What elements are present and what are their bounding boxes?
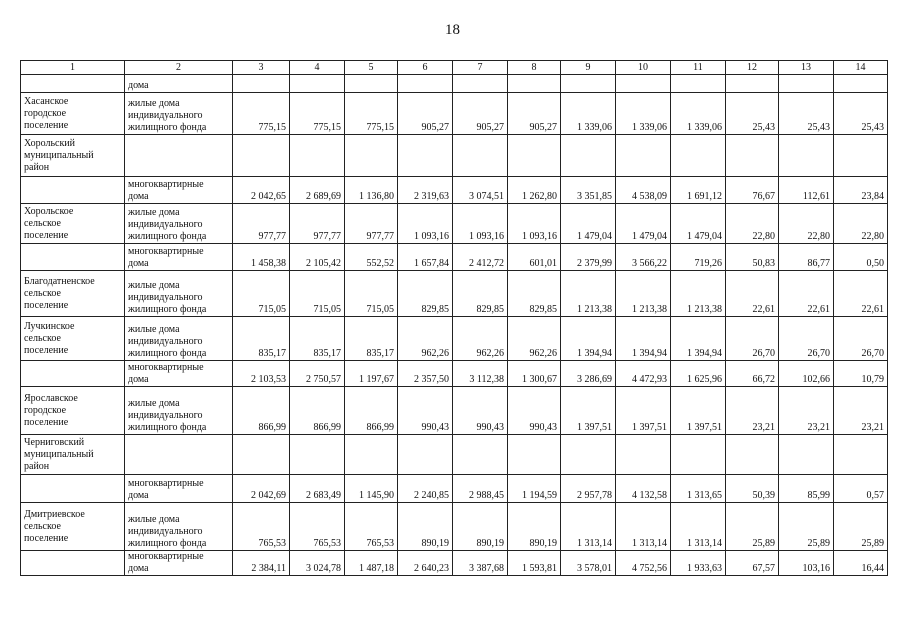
- value-cell: 2 105,42: [290, 244, 345, 271]
- housing-type: дома: [128, 80, 149, 91]
- value-cell: 25,89: [726, 503, 779, 551]
- value-cell: 1 339,06: [561, 93, 616, 135]
- value-cell: 2 357,50: [398, 361, 453, 387]
- value-cell: 102,66: [779, 361, 834, 387]
- value-cell: 2 750,57: [290, 361, 345, 387]
- column-header: 4: [290, 61, 345, 75]
- value-cell: 905,27: [453, 93, 508, 135]
- table-row: [21, 317, 888, 361]
- area-name: Черниговский муниципальный район: [24, 436, 94, 472]
- column-header: 12: [726, 61, 779, 75]
- area-cell: [21, 93, 125, 135]
- value-cell: 1 300,67: [508, 361, 561, 387]
- value-cell: 2 988,45: [453, 475, 508, 503]
- value-cell: 3 351,85: [561, 177, 616, 204]
- value-cell: 3 578,01: [561, 551, 616, 576]
- value-cell: 3 387,68: [453, 551, 508, 576]
- value-cell: 4 538,09: [616, 177, 671, 204]
- area-cell: [21, 435, 125, 475]
- value-cell: 835,17: [345, 317, 398, 361]
- value-cell: 1 458,38: [233, 244, 290, 271]
- area-cell: [21, 551, 125, 576]
- value-cell: 905,27: [398, 93, 453, 135]
- housing-type-cell: [125, 204, 233, 244]
- value-cell: 1 194,59: [508, 475, 561, 503]
- housing-type: жилые дома индивидуального жилищного фонда: [128, 514, 207, 549]
- table-row: [21, 135, 888, 177]
- value-cell: 112,61: [779, 177, 834, 204]
- column-header: 9: [561, 61, 616, 75]
- value-cell: [345, 135, 398, 177]
- housing-type: многоквартирные дома: [128, 246, 204, 269]
- value-cell: 1 313,14: [671, 503, 726, 551]
- value-cell: 1 394,94: [616, 317, 671, 361]
- value-cell: [616, 435, 671, 475]
- value-cell: [726, 435, 779, 475]
- value-cell: 1 093,16: [508, 204, 561, 244]
- value-cell: [779, 435, 834, 475]
- housing-type-cell: [125, 387, 233, 435]
- value-cell: 50,83: [726, 244, 779, 271]
- table-row: [21, 475, 888, 503]
- value-cell: 26,70: [834, 317, 888, 361]
- value-cell: 835,17: [233, 317, 290, 361]
- value-cell: 905,27: [508, 93, 561, 135]
- value-cell: [290, 75, 345, 93]
- housing-type: жилые дома индивидуального жилищного фонда: [128, 398, 207, 433]
- table-row: [21, 93, 888, 135]
- housing-type: жилые дома индивидуального жилищного фонда: [128, 280, 207, 315]
- value-cell: 962,26: [453, 317, 508, 361]
- value-cell: 977,77: [233, 204, 290, 244]
- value-cell: 0,57: [834, 475, 888, 503]
- value-cell: [616, 135, 671, 177]
- value-cell: 0,50: [834, 244, 888, 271]
- value-cell: 775,15: [345, 93, 398, 135]
- value-cell: 3 024,78: [290, 551, 345, 576]
- housing-type-cell: [125, 244, 233, 271]
- housing-type-cell: [125, 435, 233, 475]
- value-cell: 1 397,51: [561, 387, 616, 435]
- value-cell: 25,43: [726, 93, 779, 135]
- area-name: Лучкинское сельское поселение: [24, 320, 75, 356]
- area-cell: [21, 503, 125, 551]
- value-cell: 2 957,78: [561, 475, 616, 503]
- value-cell: 1 339,06: [616, 93, 671, 135]
- value-cell: 1 487,18: [345, 551, 398, 576]
- value-cell: 1 136,80: [345, 177, 398, 204]
- table-row: [21, 75, 888, 93]
- value-cell: [453, 435, 508, 475]
- value-cell: [834, 435, 888, 475]
- value-cell: 1 213,38: [561, 271, 616, 317]
- value-cell: [561, 435, 616, 475]
- value-cell: 25,43: [779, 93, 834, 135]
- housing-type-cell: [125, 271, 233, 317]
- value-cell: [671, 435, 726, 475]
- value-cell: 962,26: [508, 317, 561, 361]
- value-cell: 890,19: [453, 503, 508, 551]
- value-cell: [834, 75, 888, 93]
- value-cell: 977,77: [290, 204, 345, 244]
- value-cell: 22,61: [726, 271, 779, 317]
- value-cell: 23,21: [834, 387, 888, 435]
- value-cell: 26,70: [726, 317, 779, 361]
- value-cell: [290, 435, 345, 475]
- value-cell: 1 262,80: [508, 177, 561, 204]
- value-cell: 1 213,38: [616, 271, 671, 317]
- housing-type: многоквартирные дома: [128, 551, 204, 574]
- value-cell: 2 689,69: [290, 177, 345, 204]
- value-cell: 1 197,67: [345, 361, 398, 387]
- value-cell: [561, 75, 616, 93]
- area-cell: [21, 177, 125, 204]
- value-cell: 1 394,94: [561, 317, 616, 361]
- housing-type-cell: [125, 475, 233, 503]
- value-cell: [398, 135, 453, 177]
- housing-type-cell: [125, 361, 233, 387]
- value-cell: 765,53: [233, 503, 290, 551]
- value-cell: 2 042,69: [233, 475, 290, 503]
- value-cell: 3 566,22: [616, 244, 671, 271]
- housing-type-cell: [125, 503, 233, 551]
- value-cell: 2 319,63: [398, 177, 453, 204]
- housing-type-cell: [125, 177, 233, 204]
- area-cell: [21, 361, 125, 387]
- value-cell: 22,80: [726, 204, 779, 244]
- value-cell: 866,99: [345, 387, 398, 435]
- column-header: 6: [398, 61, 453, 75]
- value-cell: [233, 75, 290, 93]
- value-cell: 26,70: [779, 317, 834, 361]
- value-cell: [290, 135, 345, 177]
- value-cell: 1 093,16: [398, 204, 453, 244]
- value-cell: [508, 135, 561, 177]
- value-cell: 16,44: [834, 551, 888, 576]
- value-cell: 552,52: [345, 244, 398, 271]
- value-cell: 23,21: [726, 387, 779, 435]
- value-cell: [726, 135, 779, 177]
- value-cell: 1 213,38: [671, 271, 726, 317]
- value-cell: 990,43: [398, 387, 453, 435]
- value-cell: 25,89: [779, 503, 834, 551]
- table-row: [21, 177, 888, 204]
- value-cell: 10,79: [834, 361, 888, 387]
- housing-type: многоквартирные дома: [128, 478, 204, 501]
- value-cell: 835,17: [290, 317, 345, 361]
- value-cell: 22,80: [834, 204, 888, 244]
- value-cell: 715,05: [290, 271, 345, 317]
- table-body: [21, 61, 888, 576]
- value-cell: [453, 75, 508, 93]
- value-cell: 25,43: [834, 93, 888, 135]
- value-cell: [671, 75, 726, 93]
- column-header: 1: [21, 61, 125, 75]
- value-cell: 2 042,65: [233, 177, 290, 204]
- value-cell: 829,85: [453, 271, 508, 317]
- value-cell: [233, 435, 290, 475]
- value-cell: 890,19: [508, 503, 561, 551]
- value-cell: 2 384,11: [233, 551, 290, 576]
- value-cell: [726, 75, 779, 93]
- value-cell: 601,01: [508, 244, 561, 271]
- value-cell: 866,99: [233, 387, 290, 435]
- table-row: [21, 551, 888, 576]
- value-cell: 3 074,51: [453, 177, 508, 204]
- area-cell: [21, 244, 125, 271]
- table-row: [21, 387, 888, 435]
- value-cell: 85,99: [779, 475, 834, 503]
- housing-type-cell: [125, 135, 233, 177]
- area-cell: [21, 475, 125, 503]
- area-name: Благодатненское сельское поселение: [24, 275, 95, 311]
- value-cell: 715,05: [233, 271, 290, 317]
- value-cell: [345, 435, 398, 475]
- table-row: [21, 435, 888, 475]
- value-cell: 1 625,96: [671, 361, 726, 387]
- area-name: Хасанское городское поселение: [24, 95, 69, 131]
- housing-type: жилые дома индивидуального жилищного фонда: [128, 98, 207, 133]
- value-cell: 1 657,84: [398, 244, 453, 271]
- value-cell: 76,67: [726, 177, 779, 204]
- value-cell: 103,16: [779, 551, 834, 576]
- value-cell: [508, 435, 561, 475]
- value-cell: 977,77: [345, 204, 398, 244]
- value-cell: 4 472,93: [616, 361, 671, 387]
- value-cell: 765,53: [345, 503, 398, 551]
- area-name: Дмитриевское сельское поселение: [24, 508, 85, 544]
- value-cell: 22,61: [779, 271, 834, 317]
- value-cell: 1 933,63: [671, 551, 726, 576]
- area-cell: [21, 135, 125, 177]
- value-cell: 1 479,04: [671, 204, 726, 244]
- value-cell: [779, 75, 834, 93]
- value-cell: 23,84: [834, 177, 888, 204]
- value-cell: 765,53: [290, 503, 345, 551]
- value-cell: 990,43: [508, 387, 561, 435]
- value-cell: 22,80: [779, 204, 834, 244]
- area-name: Хорольское сельское поселение: [24, 205, 74, 241]
- area-name: Хорольский муниципальный район: [24, 137, 94, 173]
- column-header: 8: [508, 61, 561, 75]
- area-cell: [21, 387, 125, 435]
- value-cell: 1 397,51: [671, 387, 726, 435]
- value-cell: 829,85: [508, 271, 561, 317]
- value-cell: 50,39: [726, 475, 779, 503]
- table-row: [21, 361, 888, 387]
- value-cell: 2 379,99: [561, 244, 616, 271]
- value-cell: 2 683,49: [290, 475, 345, 503]
- column-header: 14: [834, 61, 888, 75]
- housing-type: жилые дома индивидуального жилищного фонда: [128, 324, 207, 359]
- column-header: 11: [671, 61, 726, 75]
- housing-type: многоквартирные дома: [128, 362, 204, 385]
- value-cell: 1 394,94: [671, 317, 726, 361]
- value-cell: 1 339,06: [671, 93, 726, 135]
- value-cell: 3 286,69: [561, 361, 616, 387]
- table-row: [21, 271, 888, 317]
- housing-type: многоквартирные дома: [128, 179, 204, 202]
- value-cell: 962,26: [398, 317, 453, 361]
- value-cell: 1 479,04: [616, 204, 671, 244]
- value-cell: 2 640,23: [398, 551, 453, 576]
- value-cell: 22,61: [834, 271, 888, 317]
- area-cell: [21, 75, 125, 93]
- area-cell: [21, 317, 125, 361]
- value-cell: 4 752,56: [616, 551, 671, 576]
- column-header: 7: [453, 61, 508, 75]
- value-cell: 715,05: [345, 271, 398, 317]
- value-cell: 1 145,90: [345, 475, 398, 503]
- column-header: 5: [345, 61, 398, 75]
- value-cell: [233, 135, 290, 177]
- housing-type-cell: [125, 551, 233, 576]
- value-cell: 1 313,14: [616, 503, 671, 551]
- value-cell: [398, 75, 453, 93]
- page-number: 18: [445, 22, 460, 38]
- table-row: [21, 244, 888, 271]
- value-cell: 1 691,12: [671, 177, 726, 204]
- value-cell: [834, 135, 888, 177]
- column-header: 2: [125, 61, 233, 75]
- column-header: 10: [616, 61, 671, 75]
- table-row: [21, 503, 888, 551]
- area-cell: [21, 271, 125, 317]
- value-cell: 4 132,58: [616, 475, 671, 503]
- value-cell: 866,99: [290, 387, 345, 435]
- value-cell: 1 479,04: [561, 204, 616, 244]
- value-cell: 1 313,14: [561, 503, 616, 551]
- value-cell: 1 093,16: [453, 204, 508, 244]
- header-row: [21, 61, 888, 75]
- value-cell: 1 397,51: [616, 387, 671, 435]
- value-cell: 775,15: [233, 93, 290, 135]
- table-row: [21, 204, 888, 244]
- value-cell: [398, 435, 453, 475]
- value-cell: [345, 75, 398, 93]
- value-cell: [453, 135, 508, 177]
- value-cell: 2 103,53: [233, 361, 290, 387]
- value-cell: 2 412,72: [453, 244, 508, 271]
- housing-type-cell: [125, 75, 233, 93]
- column-header: 3: [233, 61, 290, 75]
- tariff-table: [20, 60, 888, 576]
- housing-type-cell: [125, 93, 233, 135]
- column-header: 13: [779, 61, 834, 75]
- value-cell: 775,15: [290, 93, 345, 135]
- value-cell: 25,89: [834, 503, 888, 551]
- value-cell: 829,85: [398, 271, 453, 317]
- value-cell: 2 240,85: [398, 475, 453, 503]
- housing-type: жилые дома индивидуального жилищного фонда: [128, 207, 207, 242]
- value-cell: 990,43: [453, 387, 508, 435]
- area-name: Ярославское городское поселение: [24, 392, 78, 428]
- value-cell: [779, 135, 834, 177]
- value-cell: 1 313,65: [671, 475, 726, 503]
- housing-type-cell: [125, 317, 233, 361]
- value-cell: 23,21: [779, 387, 834, 435]
- value-cell: [561, 135, 616, 177]
- value-cell: 719,26: [671, 244, 726, 271]
- value-cell: 66,72: [726, 361, 779, 387]
- value-cell: 890,19: [398, 503, 453, 551]
- area-cell: [21, 204, 125, 244]
- value-cell: [671, 135, 726, 177]
- value-cell: 1 593,81: [508, 551, 561, 576]
- value-cell: [616, 75, 671, 93]
- value-cell: 3 112,38: [453, 361, 508, 387]
- value-cell: 67,57: [726, 551, 779, 576]
- value-cell: 86,77: [779, 244, 834, 271]
- value-cell: [508, 75, 561, 93]
